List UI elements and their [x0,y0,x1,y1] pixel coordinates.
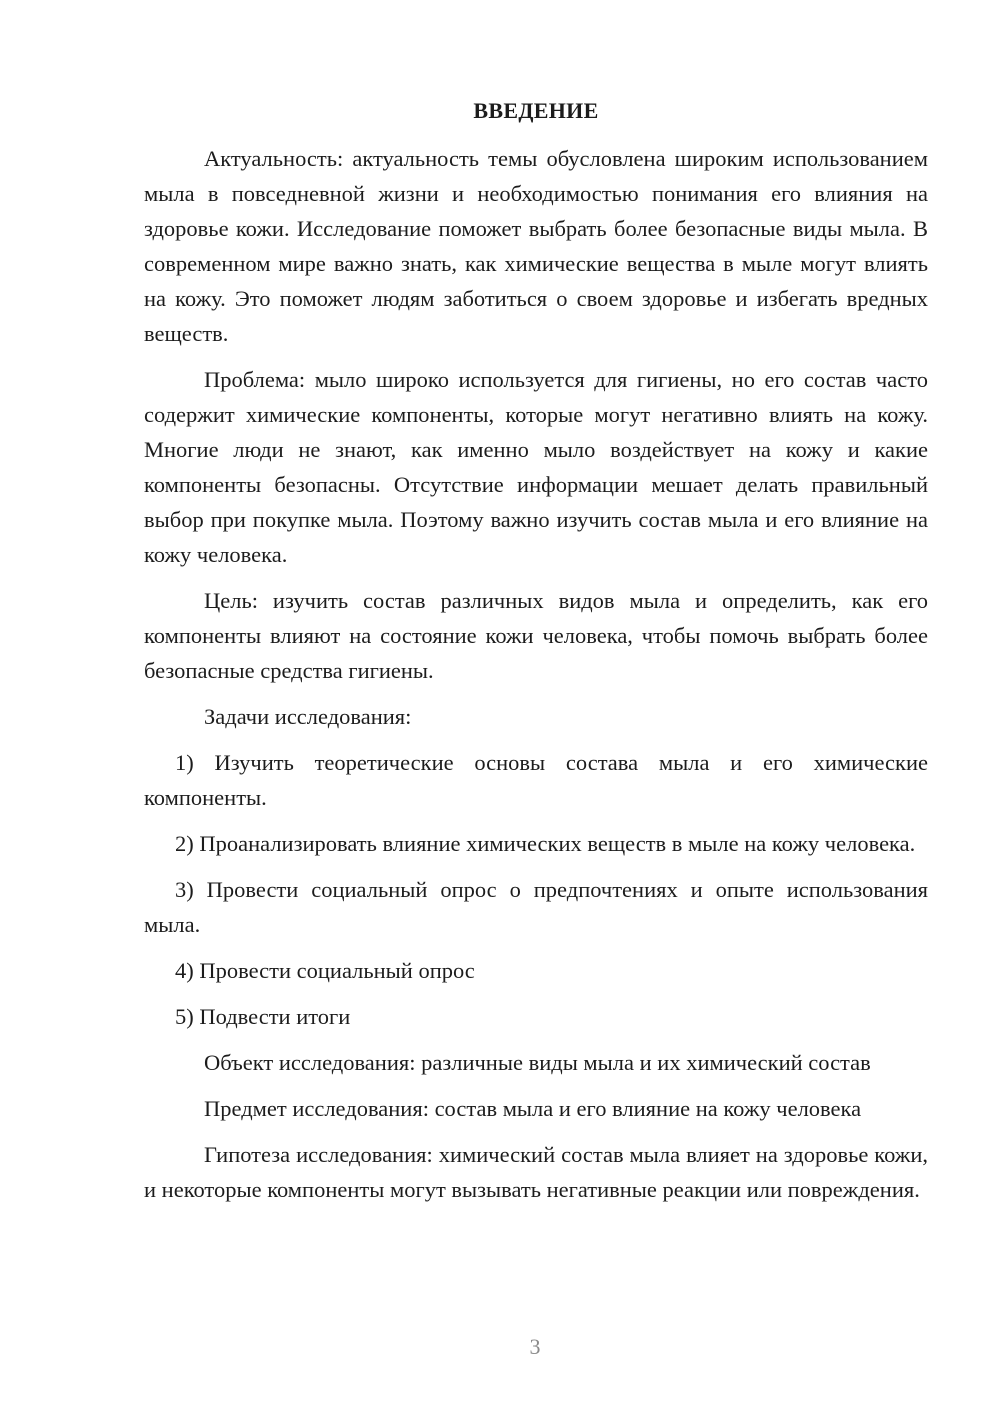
object-paragraph: Объект исследования: различные виды мыла и их химический состав [204,1050,871,1075]
task-item-3: 3) Провести социальный опрос о предпочтениях и опыте использования мыла. [144,877,928,937]
problem-paragraph: Проблема: мыло широко используется для гигиены, но его состав часто содержит химические компоненты, которые могут негативно влиять на кожу. Многие люди не знают, как именно мыло воздействует на кожу и какие компоненты безопасны. Отсутствие информации мешает делать правильный выбор при покупке мыла. Поэтому важно изучить состав мыла и его влияние на кожу человека. [144,367,928,567]
page-number: 3 [529,1334,541,1359]
section-title: ВВЕДЕНИЕ [473,98,599,123]
page-content [144,96,928,1218]
subject-paragraph: Предмет исследования: состав мыла и его влияние на кожу человека [204,1096,862,1121]
task-item-5: 5) Подвести итоги [175,1004,351,1029]
tasks-heading: Задачи исследования: [204,704,412,729]
relevance-paragraph: Актуальность: актуальность темы обусловлена широким использованием мыла в повседневной жизни и необходимостью понимания его влияния на здоровье кожи. Исследование поможет выбрать более безопасные виды мыла. В современном мире важно знать, как химические вещества в мыле могут влиять на кожу. Это поможет людям заботиться о своем здоровье и избегать вредных веществ. [144,146,928,346]
task-item-2: 2) Проанализировать влияние химических веществ в мыле на кожу человека. [175,831,916,856]
hypothesis-paragraph: Гипотеза исследования: химический состав мыла влияет на здоровье кожи, и некоторые компоненты могут вызывать негативные реакции или повреждения. [144,1142,928,1202]
goal-paragraph: Цель: изучить состав различных видов мыла и определить, как его компоненты влияют на состояние кожи человека, чтобы помочь выбрать более безопасные средства гигиены. [144,588,928,683]
task-item-1: 1) Изучить теоретические основы состава мыла и его химические компоненты. [144,750,928,810]
task-item-4: 4) Провести социальный опрос [175,958,475,983]
